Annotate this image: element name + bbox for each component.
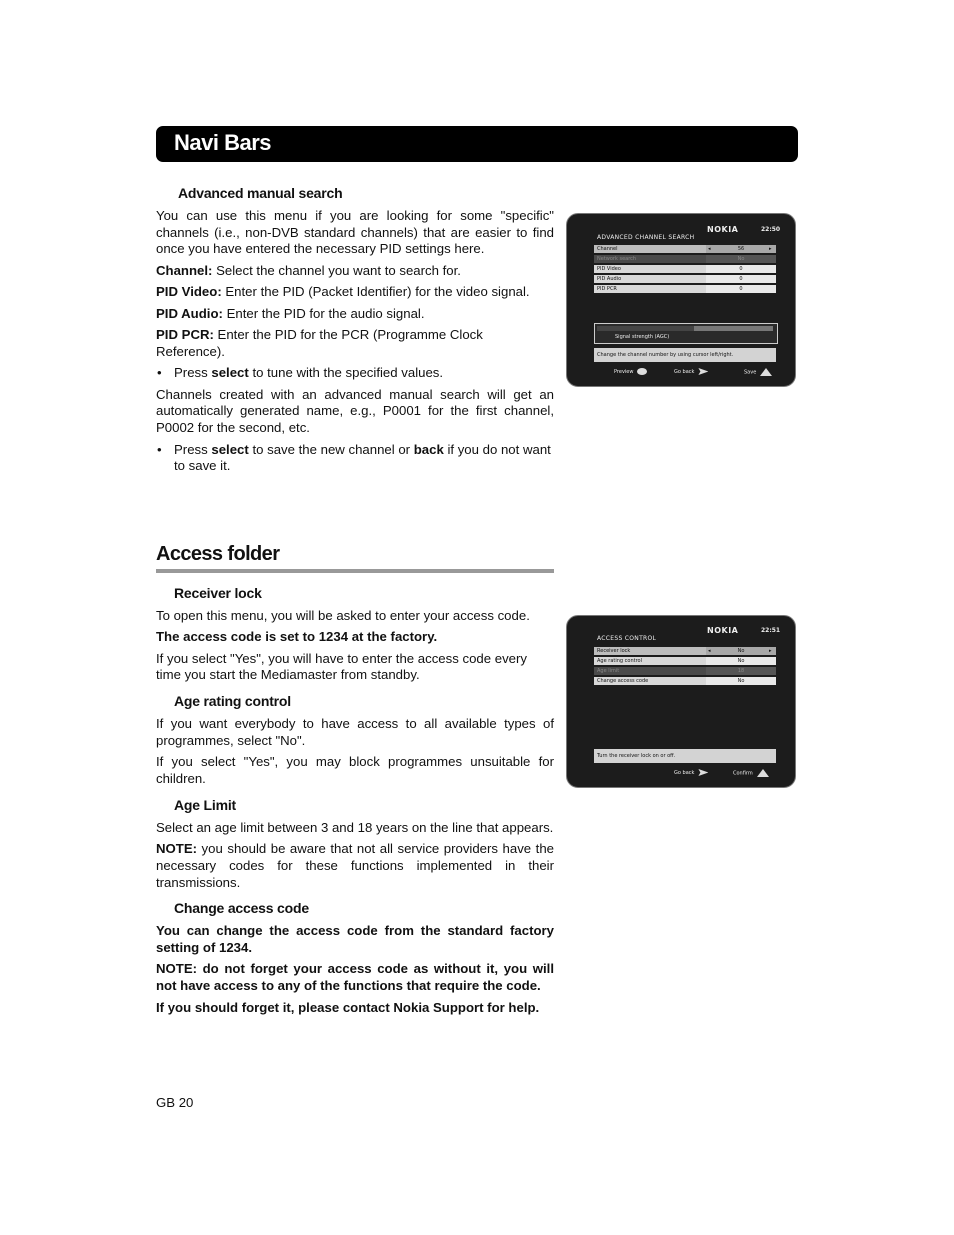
pid-video-desc: PID Video: Enter the PID (Packet Identifier) for the video signal. [156,284,530,300]
channel-desc: Channel: Select the channel you want to search for. [156,262,461,278]
access-control-screenshot [566,615,796,788]
banner-title: Navi Bars [174,130,272,155]
tv-footer-save: Save [744,368,772,376]
back-key-icon [698,769,708,776]
signal-strength-bar [597,326,773,331]
tv-row-receiver-lock: Receiver lock No ◂ ▸ [594,647,776,655]
age-limit-note: NOTE: you should be aware that not all service providers have the necessary codes for these functions implemented in their transmissions. [156,840,554,890]
advanced-channel-search-screenshot [566,213,796,387]
age-limit-p1: Select an age limit between 3 and 18 years on the line that appears. [156,819,554,835]
pid-audio-desc: PID Audio: Enter the PID for the audio signal. [156,305,425,321]
nokia-logo: NOKIA [707,626,739,635]
arrow-right-icon: ▸ [769,246,772,252]
age-rating-p2: If you select "Yes", you may block programmes unsuitable for children. [156,754,554,786]
tv-footer-goback: Go back [674,769,708,776]
tv-row-change-code: Change access code No [594,677,776,685]
tv-help-bar: Change the channel number by using cursor left/right. [594,348,776,362]
advanced-search-intro: You can use this menu if you are looking for some "specific" channels (i.e., non-DVB standard channels) that are easier to find once you have entered the necessary PID settings here. [156,207,554,257]
select-key-icon [760,368,772,376]
receiver-lock-p2: The access code is set to 1234 at the factory. [156,629,438,645]
tv-menu-list [594,245,776,295]
pid-pcr-desc: PID PCR: Enter the PID for the PCR (Programme Clock Reference). [156,326,483,359]
tv-row-channel: Channel 56 ◂ ▸ [594,245,776,253]
tv-clock: 22:51 [761,627,781,634]
tv-row-network-search: Network search No [594,255,776,263]
change-code-p3: If you should forget it, please contact Nokia Support for help. [156,999,540,1015]
tv-footer-confirm: Confirm [733,769,769,777]
arrow-left-icon: ◂ [708,648,711,654]
age-rating-p1: If you want everybody to have access to all available types of programmes, select "No". [156,715,554,748]
select-key-icon [757,769,769,777]
change-code-subheading: Change access code [174,900,309,917]
arrow-right-icon: ▸ [769,648,772,654]
tv-menu-title: ACCESS CONTROL [597,635,657,642]
preview-key-icon [637,368,647,375]
tv-footer-goback: Go back [674,368,708,375]
back-key-icon [698,368,708,375]
tv-row-pid-video: PID Video 0 [594,265,776,273]
signal-strength-box [594,323,778,344]
signal-strength-label: Signal strength (AGC) [615,334,670,340]
receiver-lock-p1: To open this menu, you will be asked to enter your access code. [156,607,530,623]
bullet-save: • Press select to save the new channel or back if you do not want to save it. [156,442,554,476]
advanced-search-column [156,185,554,480]
heading-rule [156,569,554,573]
tv-footer-preview: Preview [614,368,647,375]
receiver-lock-subheading: Receiver lock [174,585,262,601]
bullet-tune: • Press select to tune with the specified values. [156,365,554,382]
tv-clock: 22:50 [761,226,781,233]
arrow-left-icon: ◂ [708,246,711,252]
change-code-p2: NOTE: do not forget your access code as without it, you will not have access to any of the functions that require the code. [156,961,554,994]
tv-row-age-limit: Age limit 18 [594,667,776,675]
tv-row-pid-pcr: PID PCR 0 [594,285,776,293]
nokia-logo: NOKIA [707,225,739,234]
section-banner [156,126,798,162]
age-limit-subheading: Age Limit [174,796,236,813]
tv-row-age-rating: Age rating control No [594,657,776,665]
receiver-lock-p3: If you select "Yes", you will have to enter the access code every time you start the Mediamaster from standby. [156,650,527,683]
auto-name-para: Channels created with an advanced manual search will get an automatically generated name, e.g., P0001 for the first channel, P0002 for the second, etc. [156,386,554,436]
change-code-p1: You can change the access code from the standard factory setting of 1234. [156,923,554,955]
tv-row-pid-audio: PID Audio 0 [594,275,776,283]
tv-menu-list [594,647,776,687]
advanced-search-subheading: Advanced manual search [178,185,343,201]
signal-strength-fill [597,326,694,331]
access-folder-heading: Access folder [156,543,280,565]
tv-menu-title: ADVANCED CHANNEL SEARCH [597,234,695,241]
tv-help-bar: Turn the receiver lock on or off. [594,749,776,763]
age-rating-subheading: Age rating control [174,693,291,710]
page-number: GB 20 [156,1095,194,1110]
access-folder-column [156,585,554,1021]
